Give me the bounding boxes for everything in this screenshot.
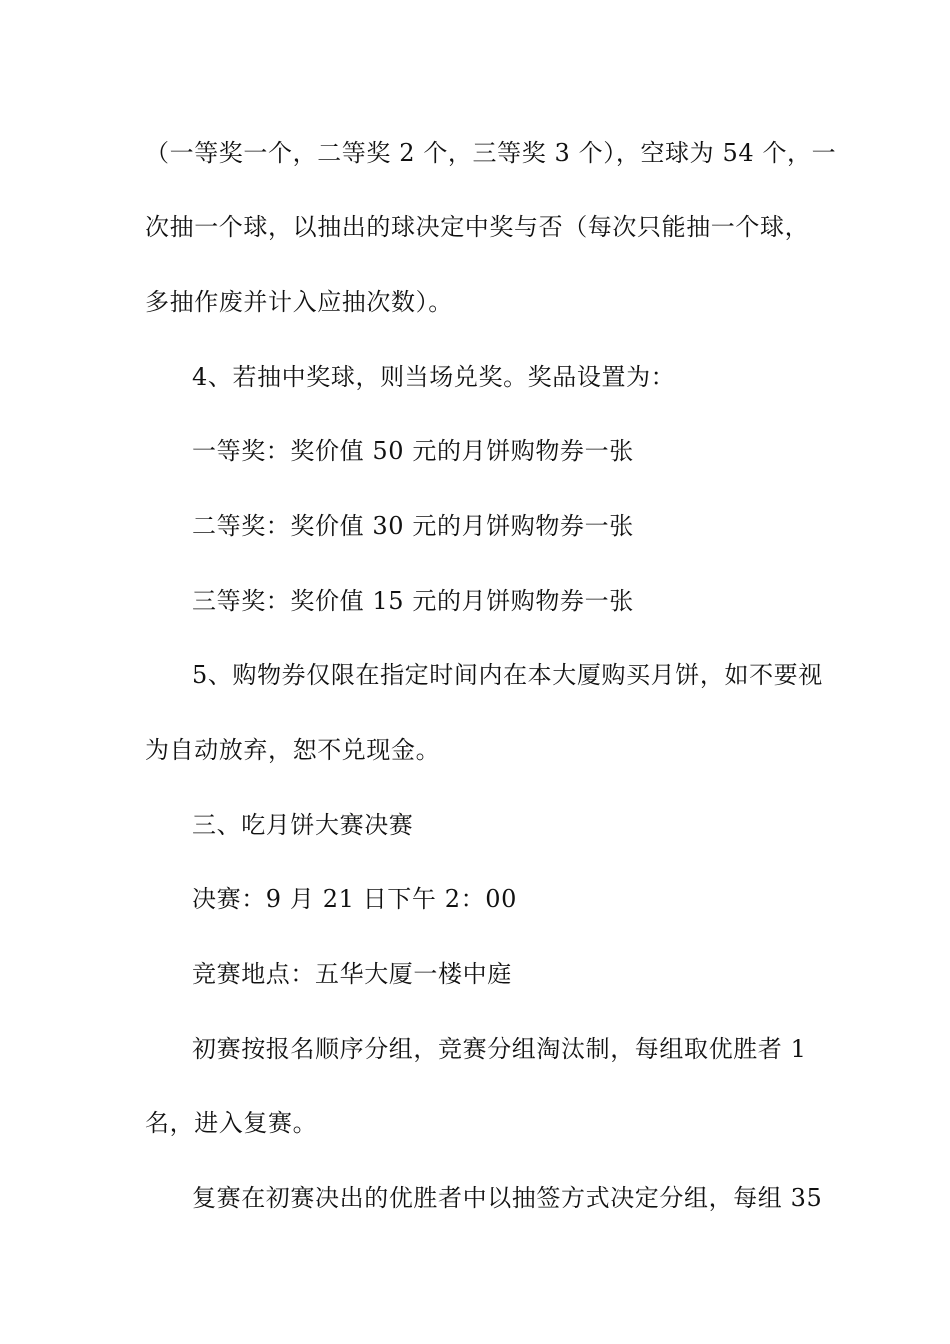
prize-first-line: 一等奖：奖价值 50 元的月饼购物券一张	[192, 437, 634, 465]
venue-line: 竞赛地点：五华大厦一楼中庭	[192, 960, 512, 988]
paragraph-line: 5、购物券仅限在指定时间内在本大厦购买月饼，如不要视	[192, 661, 823, 689]
paragraph-line: 4、若抽中奖球，则当场兑奖。奖品设置为：	[192, 363, 676, 391]
prize-third-line: 三等奖：奖价值 15 元的月饼购物券一张	[192, 587, 634, 615]
paragraph-line: 初赛按报名顺序分组，竞赛分组淘汰制，每组取优胜者 1	[192, 1035, 807, 1063]
paragraph-line: 次抽一个球，以抽出的球决定中奖与否（每次只能抽一个球，	[145, 213, 810, 241]
paragraph-line: （一等奖一个，二等奖 2 个，三等奖 3 个），空球为 54 个，一	[145, 139, 837, 167]
paragraph-line: 名，进入复赛。	[145, 1109, 318, 1137]
prize-second-line: 二等奖：奖价值 30 元的月饼购物券一张	[192, 512, 634, 540]
paragraph-line: 多抽作废并计入应抽次数）。	[145, 288, 453, 316]
final-time-line: 决赛：9 月 21 日下午 2：00	[192, 885, 517, 913]
paragraph-line: 为自动放弃，恕不兑现金。	[145, 736, 441, 764]
paragraph-line: 复赛在初赛决出的优胜者中以抽签方式决定分组，每组 35	[192, 1184, 823, 1212]
section-heading: 三、吃月饼大赛决赛	[192, 811, 414, 839]
